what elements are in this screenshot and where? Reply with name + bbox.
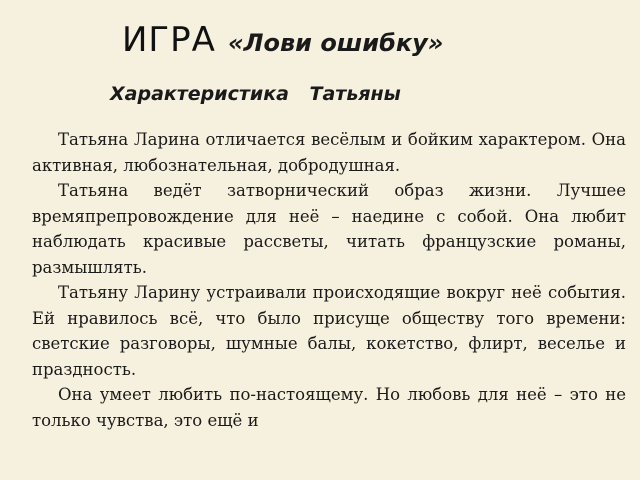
title-row bbox=[122, 20, 443, 60]
paragraph-4: Она умеет любить по-настоящему. Но любовь для неё – это не только чувства, это ещё и bbox=[32, 385, 626, 430]
paragraph-3: Татьяну Ларину устраивали происходящие вокруг неё события. Ей нравилось всё, что было присуще обществу того времени: светские разговоры, шумные балы, кокетство, флирт, веселье и праздность. bbox=[32, 283, 626, 379]
title-game-name: «Лови ошибку» bbox=[227, 29, 444, 57]
paragraph-2: Татьяна ведёт затворнический образ жизни. Лучшее времяпрепровождение для неё – наедине с собой. Она любит наблюдать красивые рассветы, читать французские романы, размышлять. bbox=[32, 181, 626, 277]
paragraph-1: Татьяна Ларина отличается весёлым и бойким характером. Она активная, любознательная, добродушная. bbox=[32, 130, 626, 175]
body-text bbox=[32, 127, 626, 433]
subtitle: Характеристика Татьяны bbox=[110, 83, 401, 105]
title-game-word: ИГРА bbox=[122, 20, 216, 60]
